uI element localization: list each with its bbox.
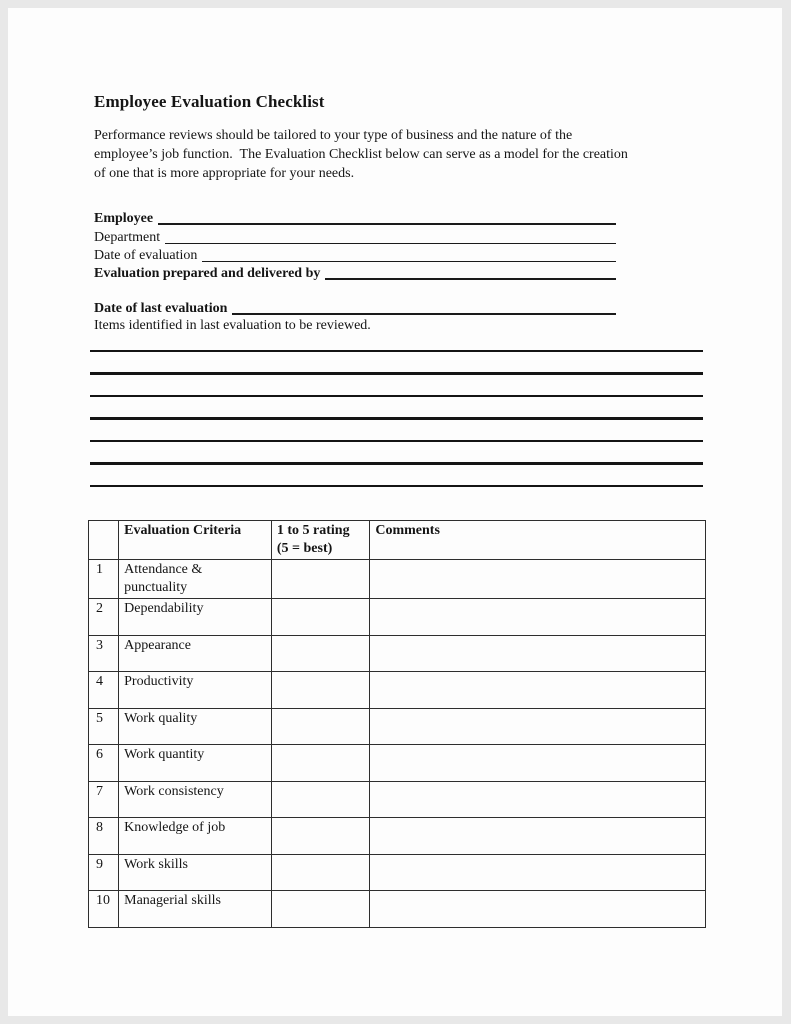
rating-cell bbox=[271, 745, 369, 782]
row-number: 3 bbox=[89, 635, 119, 672]
comments-cell bbox=[370, 635, 706, 672]
criteria-cell: Appearance bbox=[119, 635, 272, 672]
table-row bbox=[89, 672, 706, 709]
rating-cell bbox=[271, 672, 369, 709]
rating-cell bbox=[271, 560, 369, 599]
table-row bbox=[89, 560, 706, 599]
field-row-prepared-by bbox=[94, 264, 616, 282]
review-line bbox=[90, 350, 703, 353]
review-line bbox=[90, 440, 703, 443]
comments-cell bbox=[370, 854, 706, 891]
header-rating-line1: 1 to 5 rating bbox=[276, 523, 350, 539]
criteria-cell: Work consistency bbox=[119, 781, 272, 818]
row-number: 1 bbox=[89, 560, 119, 599]
table-row bbox=[89, 891, 706, 928]
rating-cell bbox=[271, 854, 369, 891]
comments-cell bbox=[370, 818, 706, 855]
header-criteria: Evaluation Criteria bbox=[119, 521, 272, 560]
table-header-row bbox=[89, 521, 706, 560]
comments-cell bbox=[370, 599, 706, 636]
review-line bbox=[90, 485, 703, 488]
field-row-department bbox=[94, 227, 616, 245]
row-number: 5 bbox=[89, 708, 119, 745]
prepared-by-label: Evaluation prepared and delivered by bbox=[94, 266, 321, 282]
comments-cell bbox=[370, 672, 706, 709]
comments-cell bbox=[370, 560, 706, 599]
intro-line: employee’s job function. The Evaluation Checklist below can serve as a model for the creation bbox=[94, 147, 628, 162]
rating-cell bbox=[271, 891, 369, 928]
last-evaluation-label: Date of last evaluation bbox=[94, 301, 228, 317]
header-rating-line2: (5 = best) bbox=[276, 541, 333, 557]
table-row bbox=[89, 745, 706, 782]
employee-label: Employee bbox=[94, 211, 154, 227]
row-number: 7 bbox=[89, 781, 119, 818]
section-gap bbox=[94, 282, 782, 299]
employee-blank-line bbox=[158, 213, 616, 225]
header-rating bbox=[271, 521, 369, 560]
date-of-evaluation-blank-line bbox=[202, 251, 616, 262]
criteria-cell: Dependability bbox=[119, 599, 272, 636]
intro-line: of one that is more appropriate for your needs. bbox=[94, 166, 355, 181]
row-number: 8 bbox=[89, 818, 119, 855]
table-row bbox=[89, 854, 706, 891]
table-row bbox=[89, 635, 706, 672]
review-line bbox=[90, 462, 703, 465]
row-number: 6 bbox=[89, 745, 119, 782]
header-comments: Comments bbox=[370, 521, 706, 560]
row-number: 9 bbox=[89, 854, 119, 891]
criteria-cell: Managerial skills bbox=[119, 891, 272, 928]
criteria-cell: Productivity bbox=[119, 672, 272, 709]
field-row-last-evaluation bbox=[94, 299, 616, 317]
fields-section bbox=[94, 209, 782, 336]
rating-cell bbox=[271, 818, 369, 855]
table-row bbox=[89, 818, 706, 855]
criteria-cell: Work skills bbox=[119, 854, 272, 891]
department-label: Department bbox=[94, 229, 161, 245]
criteria-table bbox=[88, 520, 706, 928]
criteria-cell: Work quantity bbox=[119, 745, 272, 782]
table-row bbox=[89, 781, 706, 818]
criteria-cell: Attendance & punctuality bbox=[119, 560, 272, 599]
intro-line: Performance reviews should be tailored to your type of business and the nature of the bbox=[94, 128, 573, 143]
field-row-employee bbox=[94, 209, 616, 227]
comments-cell bbox=[370, 745, 706, 782]
rating-cell bbox=[271, 781, 369, 818]
table-row bbox=[89, 708, 706, 745]
row-number: 10 bbox=[89, 891, 119, 928]
row-number: 4 bbox=[89, 672, 119, 709]
field-row-date-of-evaluation bbox=[94, 246, 616, 264]
department-blank-line bbox=[165, 233, 616, 244]
row-number: 2 bbox=[89, 599, 119, 636]
header-number bbox=[89, 521, 119, 560]
review-note: Items identified in last evaluation to be reviewed. bbox=[94, 318, 371, 334]
review-line bbox=[90, 395, 703, 398]
review-line bbox=[90, 417, 703, 420]
rating-cell bbox=[271, 599, 369, 636]
document-page bbox=[8, 8, 782, 1016]
review-lines-area bbox=[90, 350, 703, 488]
date-of-evaluation-label: Date of evaluation bbox=[94, 247, 198, 263]
criteria-cell: Work quality bbox=[119, 708, 272, 745]
criteria-cell: Knowledge of job bbox=[119, 818, 272, 855]
last-evaluation-blank-line bbox=[232, 303, 616, 315]
criteria-table-body bbox=[89, 560, 706, 928]
comments-cell bbox=[370, 781, 706, 818]
intro-paragraph bbox=[94, 126, 782, 183]
comments-cell bbox=[370, 708, 706, 745]
comments-cell bbox=[370, 891, 706, 928]
review-line bbox=[90, 372, 703, 375]
rating-cell bbox=[271, 708, 369, 745]
page-title: Employee Evaluation Checklist bbox=[94, 92, 325, 111]
prepared-by-blank-line bbox=[325, 268, 616, 280]
rating-cell bbox=[271, 635, 369, 672]
table-row bbox=[89, 599, 706, 636]
